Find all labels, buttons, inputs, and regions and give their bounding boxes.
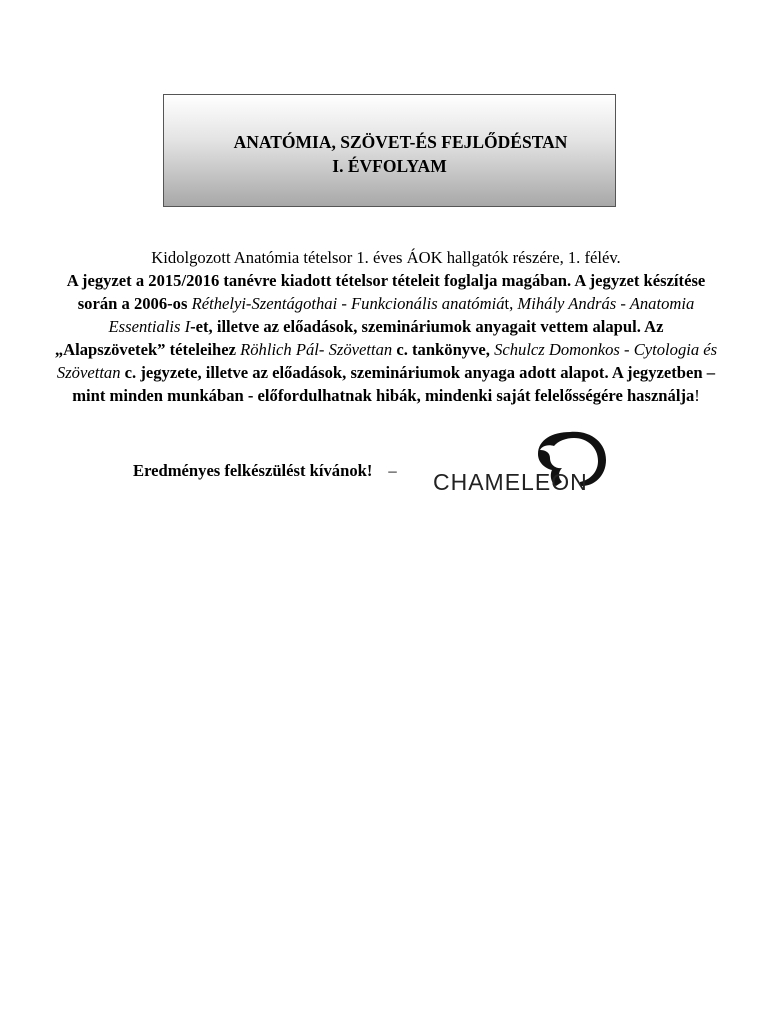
greeting-text: Eredményes felkészülést kívánok! bbox=[133, 461, 373, 480]
intro-text-f: – mint minden munkában - előfordulhatnak hibák, bbox=[72, 363, 716, 405]
chameleon-logo bbox=[430, 428, 608, 502]
title-box bbox=[163, 94, 616, 207]
reference-mihaly: Mihály András - Anatomia Essentialis I bbox=[108, 294, 695, 336]
greeting bbox=[133, 461, 397, 481]
reference-rohlich: Röhlich Pál- Szövettan bbox=[240, 340, 393, 359]
reference-schulcz: Schulcz Domonkos - Cytologia és Szövettan bbox=[56, 340, 718, 382]
reference-rethelyi: Réthelyi-Szentágothai - Funkcionális anatómiá bbox=[191, 294, 505, 313]
intro-text-b: t, bbox=[504, 294, 518, 313]
intro-text-h: ! bbox=[694, 386, 700, 405]
intro-text-c: -et, illetve az előadások, szemináriumok anyagait vettem alapul. Az „Alapszövetek” tételeihez bbox=[54, 317, 664, 359]
intro-text-e: c. jegyzete, illetve az előadások, szemináriumok anyaga adott alapot. A jegyzetben bbox=[120, 363, 707, 382]
intro-paragraph bbox=[52, 269, 720, 407]
intro-text-d: c. tankönyve, bbox=[392, 340, 495, 359]
greeting-dash: – bbox=[388, 461, 397, 480]
intro-text-a: A jegyzet a 2015/2016 tanévre kiadott tételsor tételeit foglalja magában. A jegyzet készítése során a 2006-os bbox=[66, 271, 706, 313]
intro-line-1: Kidolgozott Anatómia tételsor 1. éves ÁOK hallgatók részére, 1. félév. bbox=[151, 248, 621, 267]
intro-text bbox=[52, 246, 720, 407]
title-line-2: I. ÉVFOLYAM bbox=[332, 156, 447, 176]
warning-text: mindenki saját felelősségére használja bbox=[424, 386, 695, 405]
title-line-1: ANATÓMIA, SZÖVET-ÉS FEJLŐDÉSTAN bbox=[233, 132, 568, 152]
logo-text: CHAMELEON bbox=[433, 469, 588, 495]
